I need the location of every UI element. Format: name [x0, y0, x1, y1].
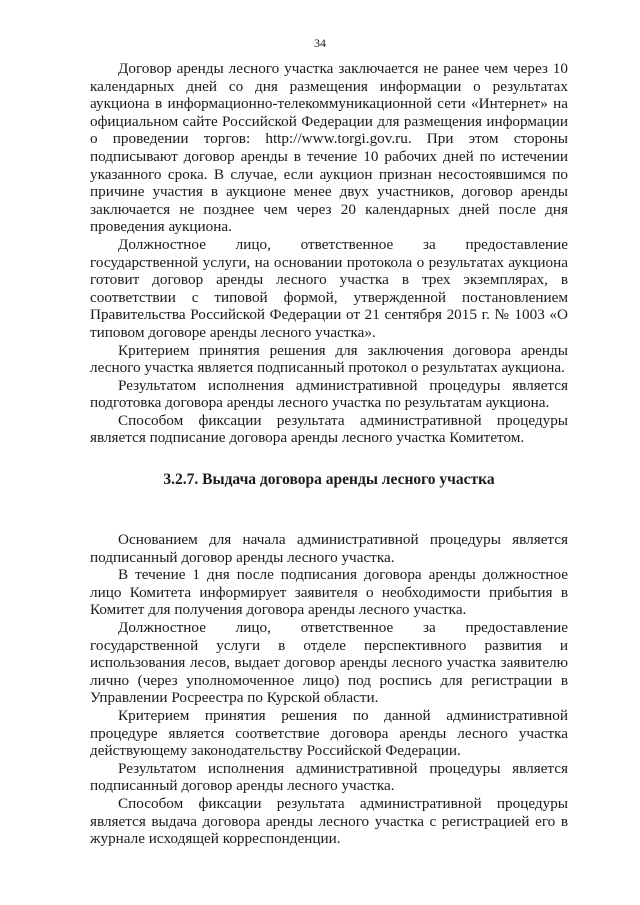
paragraph-fixation-method: Способом фиксации результата административной процедуры является подписание договора аренды лесного участка Комитетом. [90, 411, 568, 447]
paragraph-contract-preparation: Должностное лицо, ответственное за предоставление государственной услуги, на основании протокола о результатах аукциона готовит договор аренды лесного участка в трех экземплярах, в соответствии с типовой формой, утвержденной постановлением Правительства Российской Федерации от 21 сентября 2015 г. № 1003 «О типовом договоре аренды лесного участка». [90, 235, 568, 341]
paragraph-issuance-result: Результатом исполнения административной процедуры является подписанный договор аренды лесного участка. [90, 759, 568, 795]
paragraph-contract-issuance: Должностное лицо, ответственное за предоставление государственной услуги в отделе перспективного развития и использования лесов, выдает договор аренды лесного участка заявителю лично (через уполномоченное лицо) под роспись для регистрации в Управлении Росреестра по Курской области. [90, 619, 568, 707]
document-body [90, 60, 568, 848]
paragraph-procedure-basis: Основанием для начала административной процедуры является подписанный договор аренды лесного участка. [90, 531, 568, 566]
paragraph-decision-criterion-issuance: Критерием принятия решения по данной административной процедуре является соответствие договора аренды лесного участка действующему законодательству Российской Федерации. [90, 707, 568, 760]
paragraph-issuance-fixation: Способом фиксации результата административной процедуры является выдача договора аренды лесного участка с регистрацией его в журнале исходящей корреспонденции. [90, 794, 568, 848]
paragraph-contract-timing: Договор аренды лесного участка заключается не ранее чем через 10 календарных дней со дня размещения информации о результатах аукциона в информационно-телекоммуникационной сети «Интернет» на официальном сайте Российской Федерации для размещения информации о проведении торгов: http://www.torgi.gov.ru. При этом стороны подписывают договор аренды в течение 10 рабочих дней по истечении указанного срока. В случае, если аукцион признан несостоявшимся по причине участия в аукционе менее двух участников, договор аренды заключается не позднее чем через 20 календарных дней после дня проведения аукциона. [90, 60, 568, 236]
paragraph-applicant-notification: В течение 1 дня после подписания договора аренды должностное лицо Комитета информирует заявителя о необходимости прибытия в Комитет для получения договора аренды лесного участка. [90, 566, 568, 619]
page-number: 34 [314, 36, 326, 50]
paragraph-decision-criterion: Критерием принятия решения для заключения договора аренды лесного участка является подписанный протокол о результатах аукциона. [90, 341, 568, 377]
paragraph-procedure-result: Результатом исполнения административной процедуры является подготовка договора аренды лесного участка по результатам аукциона. [90, 376, 568, 412]
section-heading: 3.2.7. Выдача договора аренды лесного участка [163, 471, 495, 489]
